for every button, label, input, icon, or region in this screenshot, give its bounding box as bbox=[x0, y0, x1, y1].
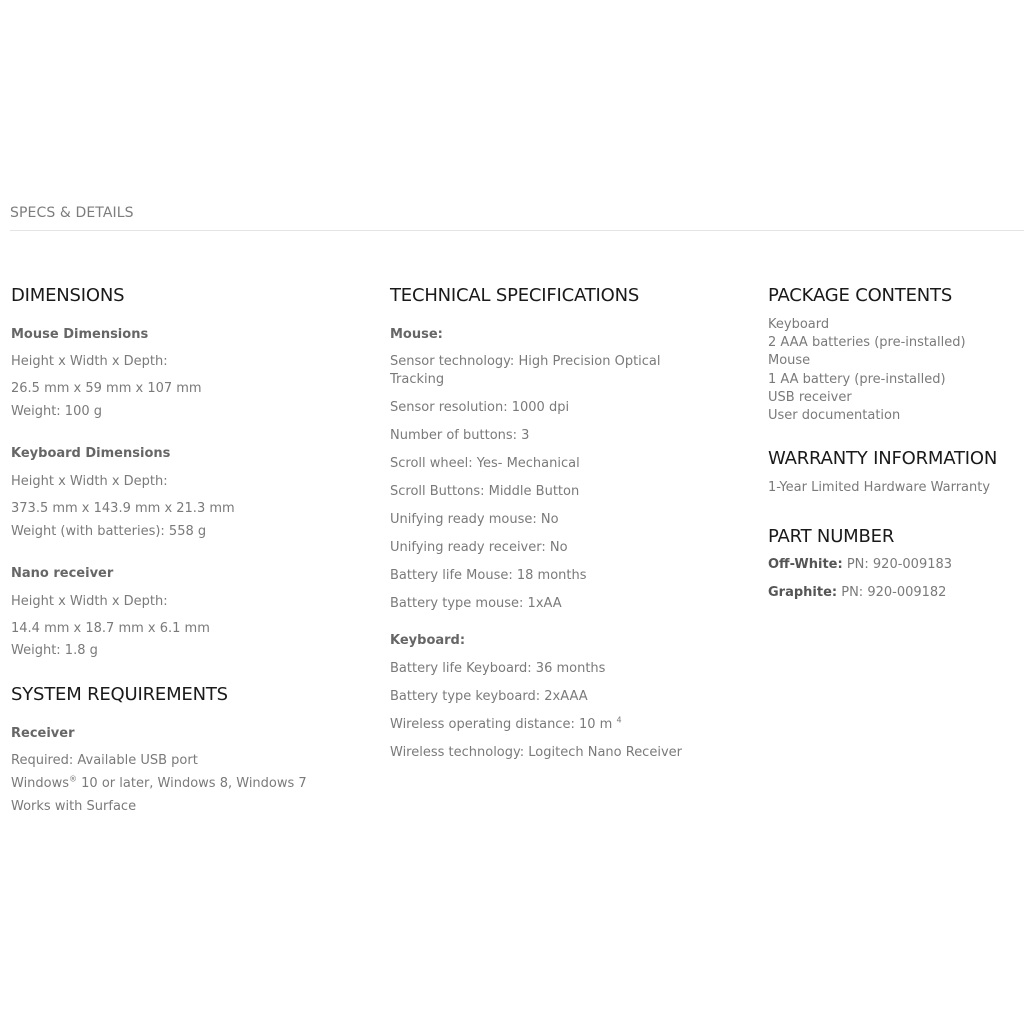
receiver-weight: Weight: 1.8 g bbox=[11, 643, 98, 658]
package-item: USB receiver bbox=[768, 390, 852, 405]
mouse-hwd-label: Height x Width x Depth: bbox=[11, 354, 168, 369]
keyboard-hwd-label: Height x Width x Depth: bbox=[11, 474, 168, 489]
mouse-dimensions-title: Mouse Dimensions bbox=[11, 327, 149, 342]
package-item: Keyboard bbox=[768, 317, 830, 332]
technical-heading: TECHNICAL SPECIFICATIONS bbox=[390, 285, 640, 306]
system-requirements-heading: SYSTEM REQUIREMENTS bbox=[11, 684, 228, 705]
keyboard-specs-title: Keyboard: bbox=[390, 633, 466, 648]
mouse-weight: Weight: 100 g bbox=[11, 404, 102, 419]
package-item: Mouse bbox=[768, 353, 811, 368]
spec-wireless-distance-text: Wireless operating distance: 10 m bbox=[390, 717, 613, 732]
package-item: 1 AA battery (pre-installed) bbox=[768, 372, 946, 387]
spec-sensor-technology: Sensor technology: High Precision Optical Tracking bbox=[390, 354, 661, 387]
keyboard-hwd-value: 373.5 mm x 143.9 mm x 21.3 mm bbox=[11, 501, 235, 516]
spec-unifying-receiver: Unifying ready receiver: No bbox=[390, 540, 568, 555]
warranty-text: 1-Year Limited Hardware Warranty bbox=[768, 480, 991, 495]
part-number-value: PN: 920-009182 bbox=[837, 585, 947, 600]
receiver-hwd-label: Height x Width x Depth: bbox=[11, 594, 168, 609]
receiver-requirements-title: Receiver bbox=[11, 726, 75, 741]
mouse-hwd-value: 26.5 mm x 59 mm x 107 mm bbox=[11, 381, 202, 396]
spec-battery-type-mouse: Battery type mouse: 1xAA bbox=[390, 596, 562, 611]
part-number-label: Off-White: bbox=[768, 557, 843, 572]
spec-battery-life-mouse: Battery life Mouse: 18 months bbox=[390, 568, 587, 583]
part-number-label: Graphite: bbox=[768, 585, 838, 600]
package-item: User documentation bbox=[768, 408, 901, 423]
package-item: 2 AAA batteries (pre-installed) bbox=[768, 335, 966, 350]
spec-sensor-resolution: Sensor resolution: 1000 dpi bbox=[390, 400, 570, 415]
spec-buttons: Number of buttons: 3 bbox=[390, 428, 530, 443]
spec-scroll-wheel: Scroll wheel: Yes- Mechanical bbox=[390, 456, 580, 471]
mouse-specs-title: Mouse: bbox=[390, 327, 443, 342]
part-number-off-white bbox=[768, 556, 952, 574]
keyboard-weight: Weight (with batteries): 558 g bbox=[11, 524, 207, 539]
spec-scroll-buttons: Scroll Buttons: Middle Button bbox=[390, 484, 580, 499]
keyboard-dimensions-title: Keyboard Dimensions bbox=[11, 446, 171, 461]
part-number-value: PN: 920-009183 bbox=[842, 557, 953, 572]
requirement-windows-rest: 10 or later, Windows 8, Windows 7 bbox=[77, 776, 307, 791]
receiver-dimensions-title: Nano receiver bbox=[11, 566, 114, 581]
part-number-graphite bbox=[768, 584, 946, 602]
requirement-windows-prefix: Windows bbox=[11, 776, 70, 791]
package-heading: PACKAGE CONTENTS bbox=[768, 285, 953, 306]
section-divider bbox=[10, 230, 1024, 231]
requirement-surface: Works with Surface bbox=[11, 799, 137, 814]
receiver-hwd-value: 14.4 mm x 18.7 mm x 6.1 mm bbox=[11, 621, 210, 636]
requirement-usb: Required: Available USB port bbox=[11, 753, 198, 768]
warranty-heading: WARRANTY INFORMATION bbox=[768, 448, 998, 469]
spec-wireless-distance bbox=[390, 716, 622, 734]
section-label: SPECS & DETAILS bbox=[10, 205, 134, 221]
spec-battery-type-keyboard: Battery type keyboard: 2xAAA bbox=[390, 689, 588, 704]
spec-wireless-technology: Wireless technology: Logitech Nano Receiver bbox=[390, 745, 682, 760]
footnote-mark: 4 bbox=[616, 715, 622, 725]
spec-unifying-mouse: Unifying ready mouse: No bbox=[390, 512, 559, 527]
dimensions-heading: DIMENSIONS bbox=[11, 285, 125, 306]
requirement-windows bbox=[11, 775, 307, 793]
spec-battery-life-keyboard: Battery life Keyboard: 36 months bbox=[390, 661, 606, 676]
registered-mark: ® bbox=[69, 774, 78, 784]
part-number-heading: PART NUMBER bbox=[768, 526, 895, 547]
